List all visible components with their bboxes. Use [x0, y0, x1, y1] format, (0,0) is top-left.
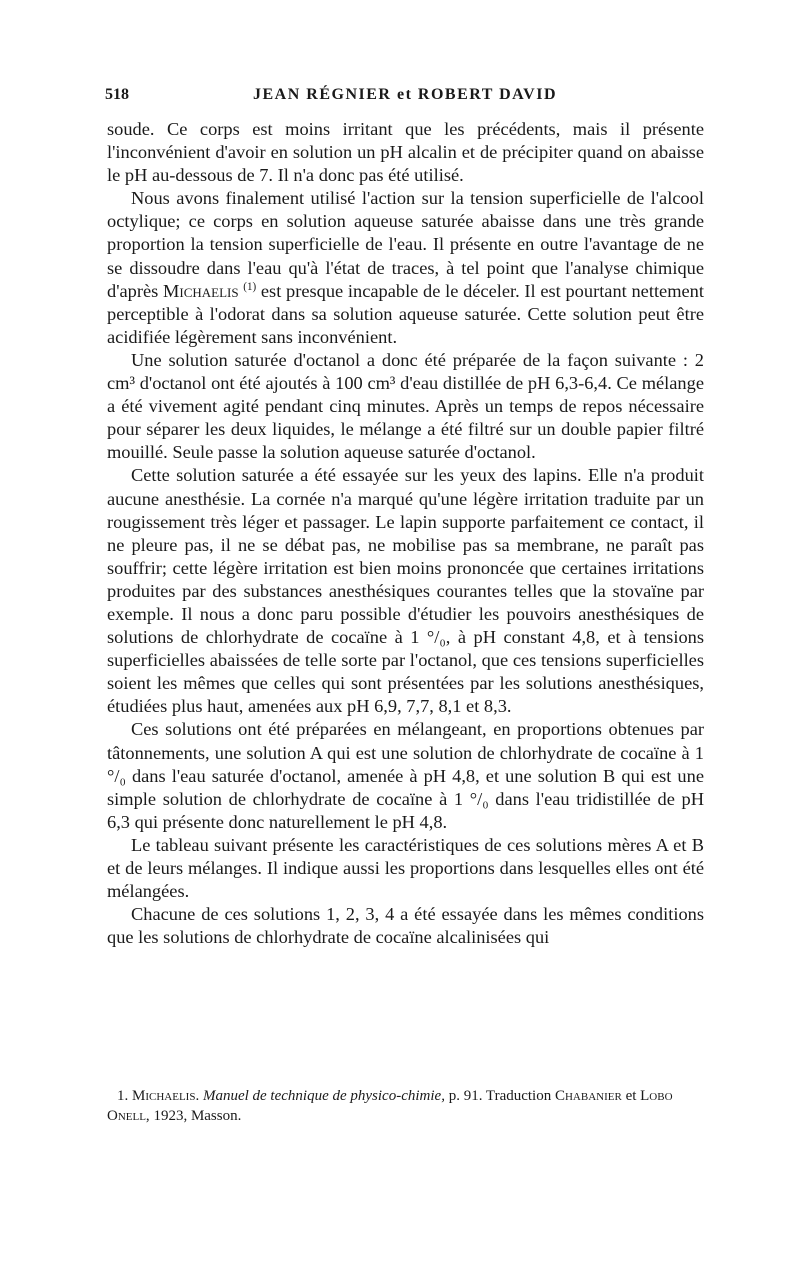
- footnote-text-a: p. 91. Traduction: [444, 1088, 555, 1104]
- body-text: [107, 118, 704, 949]
- footnote-text-c: 1923, Masson.: [149, 1108, 242, 1124]
- footnote-author: Michaelis.: [132, 1088, 200, 1104]
- author-name: Michaelis: [163, 280, 239, 301]
- paragraph-7: Chacune de ces solutions 1, 2, 3, 4 a été essayée dans les mêmes conditions que les solutions de chlorhydrate de cocaïne alcalinisées qui: [107, 904, 704, 948]
- paragraph-2-text-b: est presque incapable de le déceler. Il est pourtant nettement perceptible à l'odorat dans sa solution aqueuse saturée. Cette solution peut être acidifiée légèrement sans inconvénient.: [107, 280, 704, 347]
- paragraph-4: Cette solution saturée a été essayée sur les yeux des lapins. Elle n'a produit aucune anesthésie. La cornée n'a marqué qu'une légère irritation traduite par un rougissement très léger et passager. Le lapin supporte parfaitement ce contact, il ne pleure pas, il ne se débat pas, ne mobilise pas sa membrane, ne paraît pas souffrir; cette légère irritation est bien moins prononcée que certaines irritations produites par des substances anesthésiques courantes telles que la stovaïne par exemple. Il nous a donc paru possible d'étudier les pouvoirs anesthésiques de solutions de chlorhydrate de cocaïne à 1 °/₀, à pH constant 4,8, et à tensions superficielles abaissées de telle sorte par l'octanol, que ces tensions superficielles soient les mêmes que celles qui sont présentées par les solutions anesthésiques, étudiées plus haut, amenées aux pH 6,9, 7,7, 8,1 et 8,3.: [107, 465, 704, 717]
- paragraph-3: Une solution saturée d'octanol a donc été préparée de la façon suivante : 2 cm³ d'octanol ont été ajoutés à 100 cm³ d'eau distillée de pH 6,3-6,4. Ce mélange a été vivement agité pendant cinq minutes. Après un temps de repos nécessaire pour séparer les deux liquides, le mélange a été filtré sur un double papier filtré mouillé. Seule passe la solution aqueuse saturée d'octanol.: [107, 349, 704, 463]
- paragraph-2-text-a: Nous avons finalement utilisé l'action sur la tension superficielle de l'alcool octylique; ce corps en solution aqueuse saturée abaisse dans une très grande proportion la tension superficielle de l'eau. Il présente en outre l'avantage de ne se dissoudre dans l'eau qu'à l'état de traces, à tel point que l'analyse chimique d'après: [107, 188, 704, 301]
- page-header: [105, 86, 705, 108]
- footnote-coauthors: Lobo Onell,: [107, 1088, 673, 1124]
- page-number: 518: [105, 86, 129, 103]
- paragraph-2: [107, 187, 704, 349]
- paragraph-5: Ces solutions ont été préparées en mélangeant, en proportions obtenues par tâtonnements, une solution A qui est une solution de chlorhydrate de cocaïne à 1 °/₀ dans l'eau saturée d'octanol, amenée à pH 4,8, et une solution B qui est une simple solution de chlorhydrate de cocaïne à 1 °/₀ dans l'eau tridistillée de pH 6,3 qui présente donc naturellement le pH 4,8.: [107, 719, 704, 832]
- running-title: JEAN RÉGNIER et ROBERT DAVID: [253, 86, 557, 103]
- footnote-ref: (1): [243, 280, 257, 293]
- footnote-translator: Chabanier: [554, 1088, 622, 1104]
- footnote-number: 1.: [117, 1088, 129, 1104]
- paragraph-1: soude. Ce corps est moins irritant que les précédents, mais il présente l'inconvénient d'avoir en solution un pH alcalin et de précipiter quand on abaisse le pH au-dessous de 7. Il n'a donc pas été utilisé.: [107, 119, 704, 186]
- footnote-title: Manuel de technique de physico-chimie,: [202, 1088, 445, 1104]
- footnote-text-b: et: [621, 1088, 641, 1104]
- paragraph-6: Le tableau suivant présente les caractéristiques de ces solutions mères A et B et de leurs mélanges. Il indique aussi les proportions dans lesquelles elles ont été mélangées.: [107, 834, 704, 902]
- footnote-1: [107, 1086, 704, 1126]
- footnote: [107, 1086, 704, 1126]
